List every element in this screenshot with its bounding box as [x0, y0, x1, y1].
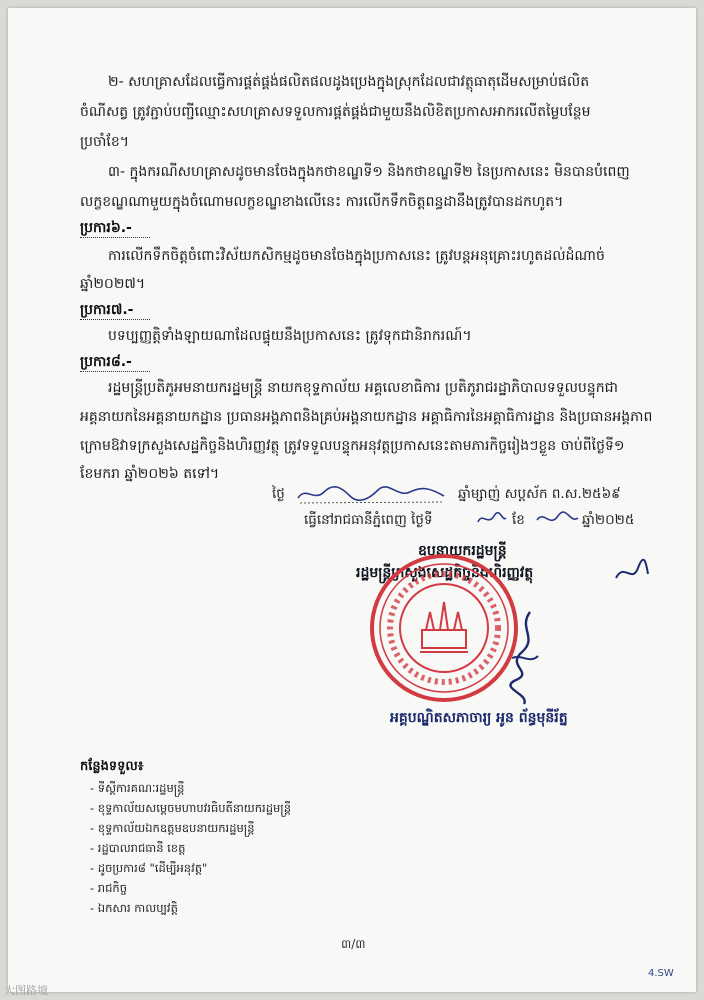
paragraph-3-line-1: ៣- ក្នុងករណីសហគ្រាសដូចមានចែងក្នុងកថាខណ្ឌទី១ និងកថាខណ្ឌទី២ នៃប្រកាសនេះ មិនបានបំពេញ — [108, 164, 630, 180]
article-8-underline — [80, 371, 150, 372]
page-number: ៣/៣ — [341, 937, 366, 951]
solar-month-label: ខែ — [512, 512, 525, 528]
lunar-date-prefix: ថ្ងៃ — [272, 486, 285, 502]
article-6-underline — [80, 237, 150, 238]
lunar-date-rest: ឆ្នាំម្សាញ់ សប្តស័ក ព.ស.២៥៦៩ — [458, 486, 621, 502]
handwritten-day — [474, 508, 510, 530]
recipient-item: - ខុទ្ទកាល័យសម្តេចមហាបវរធិបតីនាយករដ្ឋមន្ត្រី — [90, 801, 292, 815]
recipient-item: - ទីស្តីការគណៈរដ្ឋមន្ត្រី — [90, 781, 185, 795]
article-7-heading: ប្រការ៧.- — [80, 302, 134, 318]
signature-icon — [504, 608, 544, 708]
article-7-underline — [80, 319, 150, 320]
article-7-line-1: បទប្បញ្ញត្តិទាំងឡាយណាដែលផ្ទុយនឹងប្រកាសនេះ ត្រូវទុកជានិរាករណ៍។ — [108, 328, 472, 344]
paragraph-2-line-3: ប្រចាំខែ។ — [80, 134, 129, 150]
article-8-line-3: ក្រោមឱវាទក្រសួងសេដ្ឋកិច្ចនិងហិរញ្ញវត្ថុ ត្រូវទទួលបន្ទុកអនុវត្តប្រកាសនេះតាមភារកិច្ចរៀងៗខ្លួន ចាប់ពីថ្ងៃទី១ — [80, 438, 625, 454]
article-8-line-2: អគ្គនាយកនៃអគ្គនាយកដ្ឋាន ប្រធានអង្គភាពនិងគ្រប់អង្គនាយកដ្ឋាន អគ្គាធិការនៃអគ្គាធិការដ្ឋាន និងប្រធានអង្គភាព — [80, 409, 653, 425]
article-6-heading: ប្រការ៦.- — [80, 220, 132, 236]
recipient-item: - ឯកសារ កាលប្បវត្តិ — [90, 901, 178, 915]
handwritten-lunar-date — [294, 482, 452, 506]
corner-mark: 4.SW — [648, 968, 674, 979]
recipient-item: - ខុទ្ទកាល័យឯកឧត្តមឧបនាយករដ្ឋមន្ត្រី — [90, 821, 255, 835]
document-page — [8, 8, 696, 992]
recipient-item: - រដ្ឋបាលរាជធានី ខេត្ត — [90, 841, 186, 855]
solar-date-prefix: ធ្វើនៅរាជធានីភ្នំពេញ ថ្ងៃទី — [304, 512, 433, 528]
deputy-pm-title: ឧបនាយករដ្ឋមន្ត្រី — [418, 543, 507, 559]
ministry-seal-icon — [364, 548, 524, 708]
paragraph-2-line-2: ចំណីសត្វ ត្រូវភ្ជាប់បញ្ជីឈ្មោះសហគ្រាសទទួលការផ្គត់ផ្គង់ជាមួយនឹងលិខិតប្រកាសអាករលើតម្លៃបន្ថែម — [80, 104, 591, 120]
article-6-line-1: ការលើកទឹកចិត្តចំពោះវិស័យកសិកម្មដូចមានចែងក្នុងប្រកាសនេះ ត្រូវបន្តអនុគ្រោះរហូតដល់ដំណាច់ — [108, 248, 605, 264]
recipient-item: - ដូចប្រការ៨ "ដើម្បីអនុវត្ត" — [90, 861, 208, 875]
article-8-line-4: ខែមករា ឆ្នាំ២០២៦ តទៅ។ — [80, 466, 220, 482]
minister-title: រដ្ឋមន្ត្រីក្រសួងសេដ្ឋកិច្ចនិងហិរញ្ញវត្ថុ — [356, 565, 534, 581]
recipient-item: - រាជកិច្ច — [90, 881, 128, 895]
recipients-heading: កន្លែងទទួល៖ — [80, 759, 144, 774]
article-8-heading: ប្រការ៨.- — [80, 354, 132, 370]
article-6-line-2: ឆ្នាំ២០២៧។ — [80, 276, 146, 292]
paragraph-3-line-2: លក្ខខណ្ឌណាមួយក្នុងចំណោមលក្ខខណ្ឌខាងលើនេះ ការលើកទឹកចិត្តពន្ធដានឹងត្រូវបានដកហូត។ — [80, 194, 564, 210]
solar-year: ឆ្នាំ២០២៥ — [582, 512, 635, 528]
signatory-name: អគ្គបណ្ឌិតសភាចារ្យ អូន ព័ន្ធមុនីរ័ត្ន — [390, 710, 568, 726]
paragraph-2-line-1: ២- សហគ្រាសដែលធ្វើការផ្គត់ផ្គង់ផលិតផលដូងប្រេងក្នុងស្រុកដែលជាវត្ថុធាតុដើមសម្រាប់ផលិត — [108, 74, 590, 90]
signature-flourish-icon — [614, 558, 650, 586]
article-8-line-1: រដ្ឋមន្ត្រីប្រតិភូអមនាយករដ្ឋមន្ត្រី នាយកខុទ្ទកាល័យ អគ្គលេខាធិការ ប្រតិភូរាជរដ្ឋាភិបាលទទួលបន្ទុកជា — [108, 380, 618, 396]
handwritten-month — [534, 508, 580, 530]
watermark: 大图路境 — [4, 984, 48, 997]
